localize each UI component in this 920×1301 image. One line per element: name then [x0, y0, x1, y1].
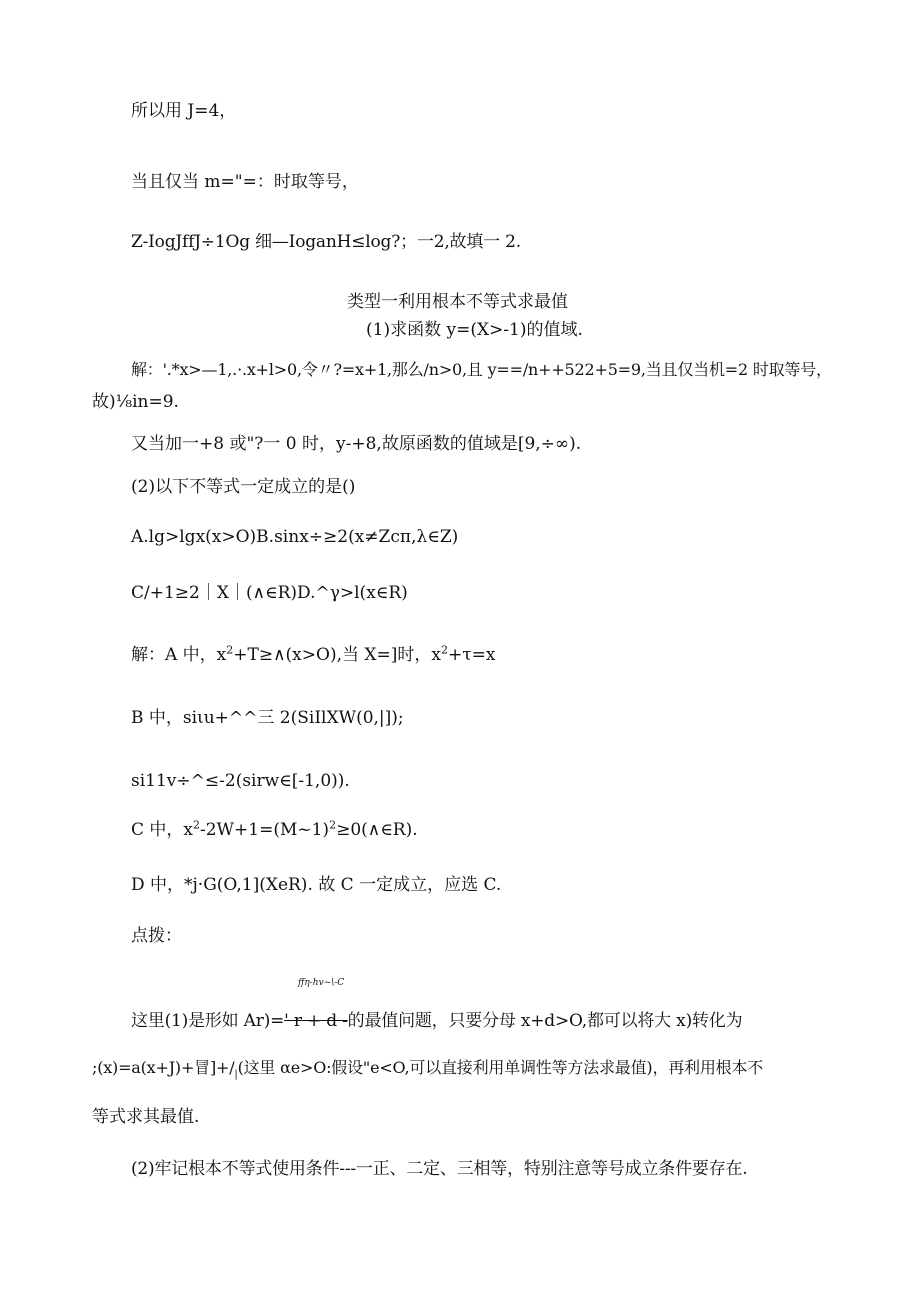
text-line: D 中，*j·G(O,1](XeR). 故 C 一定成立，应选 C. — [131, 875, 502, 895]
text-segment: 解：A 中，x — [131, 645, 227, 665]
text-line: 点拨： — [131, 926, 182, 946]
text-line: 当且仅当 m="=：时取等号， — [131, 172, 359, 192]
text-segment: 这里(1)是形如 Ar)= — [131, 1011, 285, 1031]
text-line: B 中，siιu+^^三 2(SiIlXW(0,|]); — [131, 708, 404, 728]
text-line: (2)牢记根本不等式使用条件---一正、二定、三相等，特别注意等号成立条件要存在. — [131, 1159, 748, 1179]
text-line: si11v÷^≤-2(sirw∈[-1,0)). — [131, 771, 350, 791]
superscript: 2 — [329, 818, 337, 832]
text-line — [131, 645, 495, 665]
superscript: 2 — [440, 643, 448, 657]
text-segment: +τ=x — [447, 645, 496, 665]
text-line: 又当加一+8 或"?一 0 时，y-+8,故原函数的值域是[9,÷∞). — [131, 434, 582, 454]
text-line: A.lg>lgx(x>O)B.sinx÷≥2(x≠Zcπ,λ∈Z) — [131, 527, 459, 547]
subscript: | — [234, 1069, 238, 1081]
text-line: 解：'.*x>—1,.·.x+l>0,令〃?=x+1,那么/n>0,且 y==/n++522+5=9,当且仅当机=2 时取等号， — [131, 360, 832, 379]
text-line — [131, 820, 418, 840]
text-line: Z-IogJffJ÷1Og 细—IoganH≤log?；一2,故填一 2. — [131, 232, 521, 252]
text-segment: ;(x)=a(x+J)+冒]+/ — [92, 1058, 235, 1077]
text-segment: C 中，x — [131, 820, 193, 840]
superscript: 2 — [226, 643, 234, 657]
formula-fragment: ffη-hv~\-C — [298, 978, 345, 988]
text-line: C/+1≥2｜X｜(∧∈R)D.^γ>l(x∈R) — [131, 583, 408, 603]
text-segment: -2W+1=(M~1) — [200, 820, 330, 840]
text-line: (2)以下不等式一定成立的是() — [131, 477, 356, 497]
text-line — [131, 1011, 742, 1031]
superscript: 2 — [193, 818, 200, 832]
section-heading: 类型一利用根本不等式求最值 — [347, 292, 568, 312]
text-segment: +T≥∧(x>O),当 X=]时，x — [233, 645, 441, 665]
text-line — [92, 1058, 764, 1081]
text-line: (1)求函数 y=(X>-1)的值域. — [366, 320, 583, 340]
text-line: 故)⅛in=9. — [92, 392, 179, 412]
text-line: 等式求其最值. — [92, 1107, 200, 1127]
text-segment: (这里 αe>O:假设"e<O,可以直接利用单调性等方法求最值)，再利用根本不 — [237, 1058, 764, 1077]
text-segment: ≥0(∧∈R). — [336, 820, 418, 840]
struck-formula: ' r + d - — [284, 1011, 348, 1031]
text-line: 所以用 J=4， — [131, 101, 237, 121]
text-segment: 的最值问题，只要分母 x+d>O,都可以将大 x)转化为 — [347, 1011, 743, 1031]
